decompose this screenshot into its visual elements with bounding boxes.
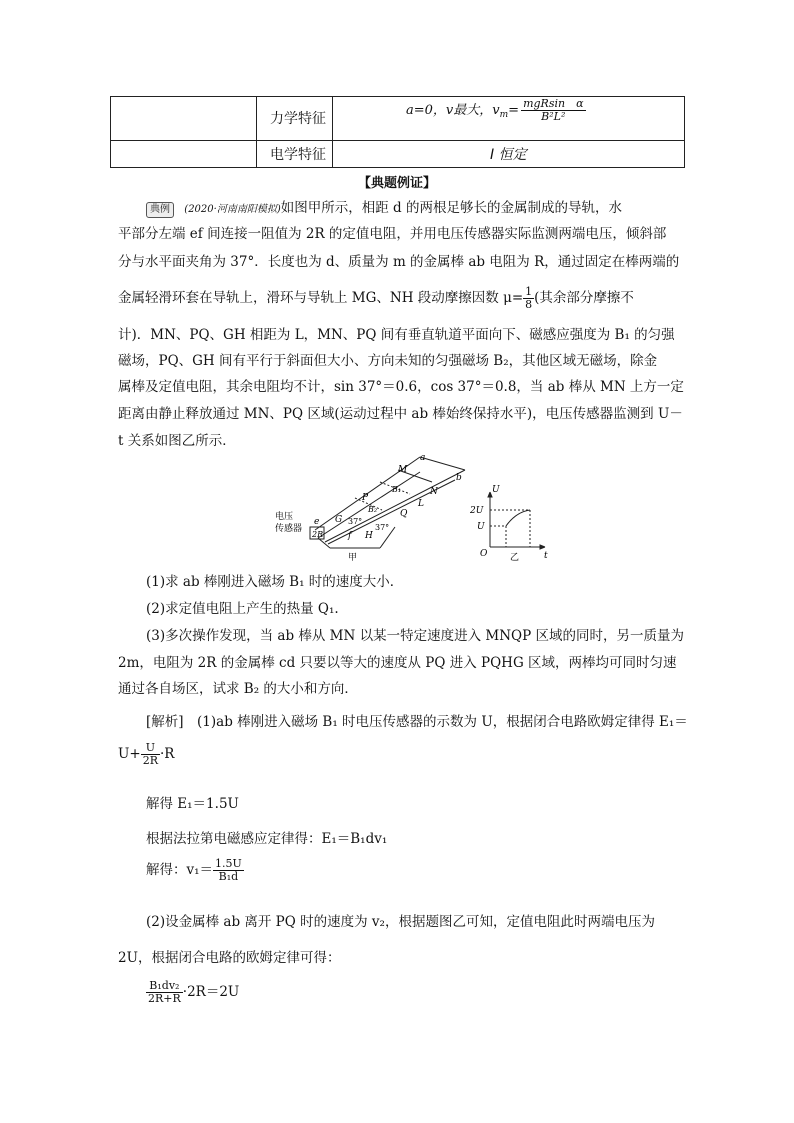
label-e: e bbox=[314, 517, 320, 527]
graph-tick-2U: 2U bbox=[470, 506, 484, 516]
example-tag: 典例 bbox=[146, 202, 174, 218]
table-border-left bbox=[110, 96, 111, 168]
s1-frac-den: 2R bbox=[142, 754, 158, 768]
s6-frac-den: 2R+R bbox=[148, 992, 181, 1006]
example-line4b: (其余部分摩擦不 bbox=[534, 290, 634, 307]
example-line-7: 属棒及定值电阻，其余电阻均不计，sin 37°＝0.6，cos 37°＝0.8，当 ab 棒从 MN 上方一定 bbox=[118, 379, 684, 395]
table-border-bottom bbox=[110, 167, 685, 168]
label-b: b bbox=[456, 473, 462, 483]
row2-label: 电学特征 bbox=[270, 147, 326, 163]
s4-frac-num: 1.5U bbox=[215, 857, 242, 870]
solution-1-line-2 bbox=[118, 742, 174, 767]
table-col-divider-1 bbox=[256, 96, 257, 168]
label-H: H bbox=[365, 531, 373, 541]
s6-suffix: ·2R＝2U bbox=[182, 984, 240, 1001]
example-line-3: 分与水平面夹角为 37°．长度也为 d、质量为 m 的金属棒 ab 电阻为 R，通过固定在棒两端的 bbox=[118, 254, 680, 270]
feature-table bbox=[110, 96, 685, 168]
solution-3: 根据法拉第电磁感应定律得：E₁＝B₁dv₁ bbox=[146, 831, 388, 847]
graph-y-axis: U bbox=[492, 485, 500, 495]
question-3-line-3: 通过各自场区，试求 B₂ 的大小和方向． bbox=[118, 681, 358, 697]
circuit-figure bbox=[270, 452, 560, 562]
example-line-6: 磁场，PQ、GH 间有平行于斜面但大小、方向未知的匀强磁场 B₂，其他区域无磁场，除金 bbox=[118, 353, 658, 369]
question-1: (1)求 ab 棒刚进入磁场 B₁ 时的速度大小． bbox=[146, 574, 404, 590]
caption-left: 甲 bbox=[348, 553, 358, 562]
row1-value-prefix: a=0，v最大，v bbox=[406, 103, 500, 119]
example-line-5: 计)．MN、PQ、GH 相距为 L，MN、PQ 间有垂直轨道平面向下、磁感应强度为 B₁ 的匀强 bbox=[118, 327, 675, 343]
u-t-graph bbox=[488, 492, 545, 549]
example-line4a: 金属轻滑环套在导轨上，滑环与导轨上 MG、NH 段动摩擦因数 μ= bbox=[118, 290, 524, 307]
s1-suffix: ·R bbox=[159, 746, 175, 763]
label-f: f bbox=[348, 531, 352, 541]
question-3-line-2: 2m，电阻为 2R 的金属棒 cd 只要以等大的速度从 PQ 进入 PQHG 区域，两棒均可同时匀速 bbox=[118, 655, 677, 671]
label-angle-1: 37° bbox=[348, 517, 363, 526]
solution-2: 解得 E₁＝1.5U bbox=[146, 796, 239, 812]
graph-origin: O bbox=[480, 549, 488, 559]
caption-right: 乙 bbox=[510, 553, 520, 562]
solution-4 bbox=[146, 858, 244, 883]
label-P: P bbox=[362, 493, 369, 503]
label-G: G bbox=[335, 515, 343, 525]
table-col-divider-2 bbox=[332, 96, 333, 168]
section-title: 【典题例证】 bbox=[357, 176, 436, 191]
s4-prefix: 解得：v₁＝ bbox=[146, 862, 214, 879]
row1-value-sub: m bbox=[499, 110, 509, 121]
example-line-4 bbox=[118, 286, 634, 311]
sensor-label-2: 传感器 bbox=[275, 524, 303, 534]
label-L: L bbox=[418, 499, 424, 509]
label-2R: 2R bbox=[312, 530, 324, 539]
sensor-label-1: 电压 bbox=[275, 512, 294, 522]
row1-value: a=0，v最大，$v_m=$ $\frac{\text{mgRsin α}}{\text{B²L²}}$ bbox=[406, 97, 584, 124]
mu-den: 8 bbox=[525, 298, 533, 312]
s1-prefix: U+ bbox=[118, 746, 141, 763]
row1-label: 力学特征 bbox=[270, 111, 326, 127]
row1-frac-den: B²L² bbox=[541, 110, 566, 124]
table-row-divider bbox=[110, 140, 685, 141]
example-line-9: t 关系如图乙所示． bbox=[118, 433, 236, 449]
row1-frac-num: mgRsin α bbox=[523, 97, 584, 110]
solution-5-line-2: 2U，根据闭合电路的欧姆定律可得： bbox=[118, 950, 341, 966]
s1-frac-num: U bbox=[141, 742, 160, 755]
solution-5-line-1: (2)设金属棒 ab 离开 PQ 时的速度为 v₂，根据题图乙可知，定值电阻此时两端电压为 bbox=[146, 914, 655, 930]
question-3-line-1: (3)多次操作发现，当 ab 棒从 MN 以某一特定速度进入 MNQP 区域的同时，另一质量为 bbox=[146, 628, 684, 644]
solution-6 bbox=[146, 980, 239, 1005]
graph-x-axis: t bbox=[544, 551, 548, 561]
example-line-1 bbox=[146, 196, 622, 218]
solution-1-line-1: [解析] (1)ab 棒刚进入磁场 B₁ 时电压传感器的示数为 U，根据闭合电路欧姆定律得 E₁＝ bbox=[146, 714, 688, 730]
example-source: (2020·河南南阳模拟) bbox=[184, 204, 281, 215]
mu-num: 1 bbox=[525, 285, 533, 298]
table-border-right bbox=[684, 96, 685, 168]
label-angle-2: 37° bbox=[375, 523, 390, 532]
label-Q: Q bbox=[400, 509, 408, 519]
label-N: N bbox=[430, 487, 438, 497]
example-line-2: 平部分左端 ef 间连接一阻值为 2R 的定值电阻，并用电压传感器实际监测两端电压，倾斜部 bbox=[118, 226, 667, 242]
question-2: (2)求定值电阻上产生的热量 Q₁. bbox=[146, 601, 339, 617]
row2-value: I 恒定 bbox=[490, 147, 527, 163]
label-M: M bbox=[398, 465, 408, 475]
s6-frac-num: B₁dv₂ bbox=[146, 980, 183, 993]
label-a: a bbox=[420, 453, 426, 463]
label-B1: B₁ bbox=[392, 485, 402, 494]
label-B2: B₂ bbox=[368, 505, 378, 514]
s4-frac-den: B₁d bbox=[218, 870, 239, 884]
table-border-top bbox=[110, 96, 685, 97]
graph-tick-U: U bbox=[477, 522, 485, 532]
example-line1-text: 如图甲所示，相距 d 的两根足够长的金属制成的导轨，水 bbox=[280, 200, 622, 216]
example-line-8: 距离由静止释放通过 MN、PQ 区域(运动过程中 ab 棒始终保持水平)，电压传感器监测到 U－ bbox=[118, 406, 683, 422]
incline-diagram bbox=[310, 457, 465, 548]
